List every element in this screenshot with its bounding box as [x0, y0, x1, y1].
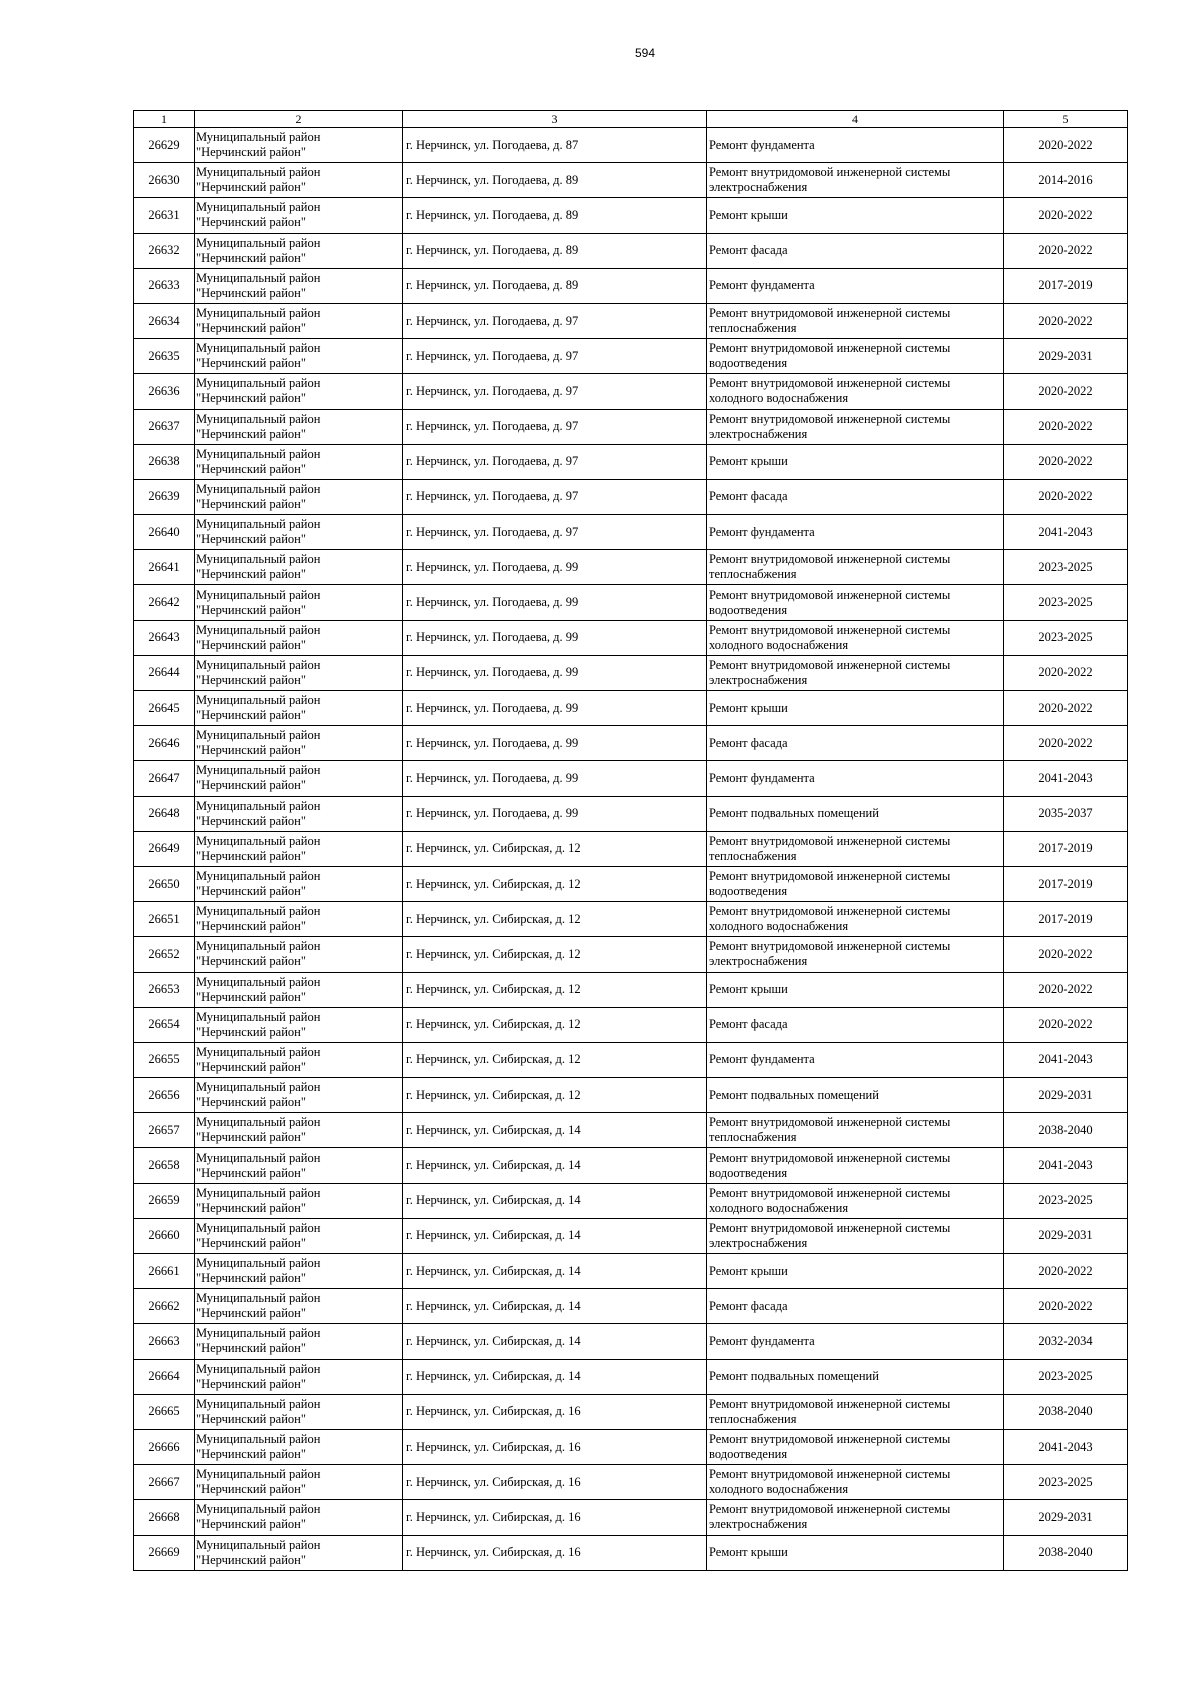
municipality-cell: Муниципальный район "Нерчинский район" — [195, 902, 403, 937]
row-number: 26631 — [134, 198, 195, 233]
municipality-cell: Муниципальный район "Нерчинский район" — [195, 1289, 403, 1324]
period-cell: 2029-2031 — [1004, 1218, 1128, 1253]
address-cell: г. Нерчинск, ул. Сибирская, д. 14 — [403, 1359, 707, 1394]
row-number: 26643 — [134, 620, 195, 655]
municipality-cell: Муниципальный район "Нерчинский район" — [195, 1535, 403, 1570]
table-row — [134, 550, 1128, 585]
period-cell: 2020-2022 — [1004, 972, 1128, 1007]
address-cell: г. Нерчинск, ул. Сибирская, д. 14 — [403, 1324, 707, 1359]
work-type-cell: Ремонт фундамента — [707, 761, 1004, 796]
municipality-cell: Муниципальный район "Нерчинский район" — [195, 1007, 403, 1042]
table-row — [134, 1359, 1128, 1394]
municipality-cell: Муниципальный район "Нерчинский район" — [195, 268, 403, 303]
address-cell: г. Нерчинск, ул. Погодаева, д. 89 — [403, 268, 707, 303]
period-cell: 2029-2031 — [1004, 339, 1128, 374]
row-number: 26655 — [134, 1042, 195, 1077]
address-cell: г. Нерчинск, ул. Сибирская, д. 16 — [403, 1535, 707, 1570]
municipality-cell: Муниципальный район "Нерчинский район" — [195, 1113, 403, 1148]
period-cell: 2020-2022 — [1004, 409, 1128, 444]
row-number: 26665 — [134, 1394, 195, 1429]
row-number: 26657 — [134, 1113, 195, 1148]
table-row — [134, 268, 1128, 303]
table-row — [134, 937, 1128, 972]
address-cell: г. Нерчинск, ул. Сибирская, д. 12 — [403, 902, 707, 937]
row-number: 26636 — [134, 374, 195, 409]
period-cell: 2032-2034 — [1004, 1324, 1128, 1359]
municipality-cell: Муниципальный район "Нерчинский район" — [195, 761, 403, 796]
municipality-cell: Муниципальный район "Нерчинский район" — [195, 444, 403, 479]
table-row — [134, 128, 1128, 163]
work-type-cell: Ремонт внутридомовой инженерной системы холодного водоснабжения — [707, 620, 1004, 655]
row-number: 26649 — [134, 831, 195, 866]
repair-schedule-table — [133, 110, 1128, 1571]
work-type-cell: Ремонт фасада — [707, 1007, 1004, 1042]
table-row — [134, 1394, 1128, 1429]
municipality-cell: Муниципальный район "Нерчинский район" — [195, 339, 403, 374]
address-cell: г. Нерчинск, ул. Погодаева, д. 97 — [403, 409, 707, 444]
address-cell: г. Нерчинск, ул. Сибирская, д. 14 — [403, 1254, 707, 1289]
address-cell: г. Нерчинск, ул. Погодаева, д. 97 — [403, 303, 707, 338]
work-type-cell: Ремонт фундамента — [707, 515, 1004, 550]
work-type-cell: Ремонт крыши — [707, 198, 1004, 233]
work-type-cell: Ремонт внутридомовой инженерной системы электроснабжения — [707, 409, 1004, 444]
municipality-cell: Муниципальный район "Нерчинский район" — [195, 691, 403, 726]
work-type-cell: Ремонт крыши — [707, 1254, 1004, 1289]
row-number: 26645 — [134, 691, 195, 726]
column-header: 2 — [195, 111, 403, 128]
row-number: 26652 — [134, 937, 195, 972]
period-cell: 2041-2043 — [1004, 1148, 1128, 1183]
address-cell: г. Нерчинск, ул. Сибирская, д. 14 — [403, 1148, 707, 1183]
work-type-cell: Ремонт внутридомовой инженерной системы электроснабжения — [707, 1218, 1004, 1253]
address-cell: г. Нерчинск, ул. Погодаева, д. 99 — [403, 585, 707, 620]
table-row — [134, 726, 1128, 761]
work-type-cell: Ремонт подвальных помещений — [707, 796, 1004, 831]
table-row — [134, 198, 1128, 233]
municipality-cell: Муниципальный район "Нерчинский район" — [195, 796, 403, 831]
table-row — [134, 1465, 1128, 1500]
period-cell: 2038-2040 — [1004, 1113, 1128, 1148]
table-row — [134, 515, 1128, 550]
table-row — [134, 163, 1128, 198]
row-number: 26650 — [134, 866, 195, 901]
address-cell: г. Нерчинск, ул. Сибирская, д. 12 — [403, 866, 707, 901]
period-cell: 2029-2031 — [1004, 1078, 1128, 1113]
row-number: 26641 — [134, 550, 195, 585]
period-cell: 2017-2019 — [1004, 902, 1128, 937]
address-cell: г. Нерчинск, ул. Погодаева, д. 89 — [403, 198, 707, 233]
municipality-cell: Муниципальный район "Нерчинский район" — [195, 1218, 403, 1253]
period-cell: 2023-2025 — [1004, 585, 1128, 620]
period-cell: 2023-2025 — [1004, 1183, 1128, 1218]
period-cell: 2020-2022 — [1004, 233, 1128, 268]
municipality-cell: Муниципальный район "Нерчинский район" — [195, 1359, 403, 1394]
row-number: 26644 — [134, 655, 195, 690]
table-row — [134, 1254, 1128, 1289]
address-cell: г. Нерчинск, ул. Сибирская, д. 12 — [403, 1042, 707, 1077]
table-header — [134, 111, 1128, 128]
period-cell: 2017-2019 — [1004, 866, 1128, 901]
table-row — [134, 233, 1128, 268]
table-row — [134, 691, 1128, 726]
table-row — [134, 972, 1128, 1007]
table-row — [134, 479, 1128, 514]
row-number: 26629 — [134, 128, 195, 163]
work-type-cell: Ремонт внутридомовой инженерной системы электроснабжения — [707, 937, 1004, 972]
period-cell: 2020-2022 — [1004, 691, 1128, 726]
table-row — [134, 409, 1128, 444]
period-cell: 2020-2022 — [1004, 1007, 1128, 1042]
period-cell: 2020-2022 — [1004, 479, 1128, 514]
municipality-cell: Муниципальный район "Нерчинский район" — [195, 233, 403, 268]
municipality-cell: Муниципальный район "Нерчинский район" — [195, 1324, 403, 1359]
municipality-cell: Муниципальный район "Нерчинский район" — [195, 303, 403, 338]
work-type-cell: Ремонт внутридомовой инженерной системы водоотведения — [707, 339, 1004, 374]
municipality-cell: Муниципальный район "Нерчинский район" — [195, 479, 403, 514]
period-cell: 2023-2025 — [1004, 620, 1128, 655]
column-header: 3 — [403, 111, 707, 128]
period-cell: 2020-2022 — [1004, 655, 1128, 690]
municipality-cell: Муниципальный район "Нерчинский район" — [195, 198, 403, 233]
municipality-cell: Муниципальный район "Нерчинский район" — [195, 409, 403, 444]
period-cell: 2020-2022 — [1004, 1254, 1128, 1289]
address-cell: г. Нерчинск, ул. Погодаева, д. 97 — [403, 444, 707, 479]
municipality-cell: Муниципальный район "Нерчинский район" — [195, 1078, 403, 1113]
municipality-cell: Муниципальный район "Нерчинский район" — [195, 1148, 403, 1183]
period-cell: 2041-2043 — [1004, 1042, 1128, 1077]
municipality-cell: Муниципальный район "Нерчинский район" — [195, 128, 403, 163]
work-type-cell: Ремонт крыши — [707, 972, 1004, 1007]
work-type-cell: Ремонт фундамента — [707, 128, 1004, 163]
municipality-cell: Муниципальный район "Нерчинский район" — [195, 585, 403, 620]
row-number: 26653 — [134, 972, 195, 1007]
table-row — [134, 1324, 1128, 1359]
table-row — [134, 866, 1128, 901]
table-row — [134, 1289, 1128, 1324]
table-row — [134, 1078, 1128, 1113]
address-cell: г. Нерчинск, ул. Погодаева, д. 97 — [403, 339, 707, 374]
table-row — [134, 1500, 1128, 1535]
municipality-cell: Муниципальный район "Нерчинский район" — [195, 1254, 403, 1289]
row-number: 26658 — [134, 1148, 195, 1183]
address-cell: г. Нерчинск, ул. Погодаева, д. 99 — [403, 620, 707, 655]
work-type-cell: Ремонт внутридомовой инженерной системы водоотведения — [707, 1148, 1004, 1183]
row-number: 26634 — [134, 303, 195, 338]
table-row — [134, 1113, 1128, 1148]
work-type-cell: Ремонт фундамента — [707, 1324, 1004, 1359]
address-cell: г. Нерчинск, ул. Погодаева, д. 89 — [403, 233, 707, 268]
table-row — [134, 1007, 1128, 1042]
period-cell: 2020-2022 — [1004, 726, 1128, 761]
row-number: 26663 — [134, 1324, 195, 1359]
period-cell: 2023-2025 — [1004, 550, 1128, 585]
column-header: 1 — [134, 111, 195, 128]
address-cell: г. Нерчинск, ул. Погодаева, д. 99 — [403, 796, 707, 831]
row-number: 26666 — [134, 1429, 195, 1464]
work-type-cell: Ремонт внутридомовой инженерной системы холодного водоснабжения — [707, 374, 1004, 409]
row-number: 26660 — [134, 1218, 195, 1253]
work-type-cell: Ремонт фасада — [707, 233, 1004, 268]
period-cell: 2014-2016 — [1004, 163, 1128, 198]
municipality-cell: Муниципальный район "Нерчинский район" — [195, 550, 403, 585]
municipality-cell: Муниципальный район "Нерчинский район" — [195, 726, 403, 761]
row-number: 26646 — [134, 726, 195, 761]
row-number: 26664 — [134, 1359, 195, 1394]
address-cell: г. Нерчинск, ул. Сибирская, д. 12 — [403, 972, 707, 1007]
table-row — [134, 1148, 1128, 1183]
address-cell: г. Нерчинск, ул. Сибирская, д. 14 — [403, 1218, 707, 1253]
row-number: 26639 — [134, 479, 195, 514]
row-number: 26635 — [134, 339, 195, 374]
work-type-cell: Ремонт фасада — [707, 726, 1004, 761]
work-type-cell: Ремонт крыши — [707, 444, 1004, 479]
address-cell: г. Нерчинск, ул. Сибирская, д. 14 — [403, 1289, 707, 1324]
table-row — [134, 761, 1128, 796]
municipality-cell: Муниципальный район "Нерчинский район" — [195, 374, 403, 409]
period-cell: 2023-2025 — [1004, 1465, 1128, 1500]
work-type-cell: Ремонт внутридомовой инженерной системы холодного водоснабжения — [707, 1465, 1004, 1500]
period-cell: 2038-2040 — [1004, 1394, 1128, 1429]
table-row — [134, 655, 1128, 690]
row-number: 26630 — [134, 163, 195, 198]
address-cell: г. Нерчинск, ул. Погодаева, д. 99 — [403, 726, 707, 761]
table-body — [134, 128, 1128, 1571]
page-number: 594 — [634, 46, 656, 60]
work-type-cell: Ремонт внутридомовой инженерной системы водоотведения — [707, 866, 1004, 901]
work-type-cell: Ремонт внутридомовой инженерной системы водоотведения — [707, 585, 1004, 620]
table-row — [134, 620, 1128, 655]
municipality-cell: Муниципальный район "Нерчинский район" — [195, 515, 403, 550]
period-cell: 2041-2043 — [1004, 515, 1128, 550]
row-number: 26669 — [134, 1535, 195, 1570]
row-number: 26640 — [134, 515, 195, 550]
address-cell: г. Нерчинск, ул. Погодаева, д. 99 — [403, 550, 707, 585]
work-type-cell: Ремонт фасада — [707, 479, 1004, 514]
period-cell: 2029-2031 — [1004, 1500, 1128, 1535]
table-row — [134, 444, 1128, 479]
row-number: 26638 — [134, 444, 195, 479]
work-type-cell: Ремонт внутридомовой инженерной системы холодного водоснабжения — [707, 1183, 1004, 1218]
column-header: 4 — [707, 111, 1004, 128]
municipality-cell: Муниципальный район "Нерчинский район" — [195, 620, 403, 655]
address-cell: г. Нерчинск, ул. Погодаева, д. 99 — [403, 691, 707, 726]
row-number: 26642 — [134, 585, 195, 620]
table-row — [134, 339, 1128, 374]
table-row — [134, 303, 1128, 338]
address-cell: г. Нерчинск, ул. Сибирская, д. 16 — [403, 1465, 707, 1500]
work-type-cell: Ремонт внутридомовой инженерной системы теплоснабжения — [707, 1394, 1004, 1429]
address-cell: г. Нерчинск, ул. Сибирская, д. 12 — [403, 831, 707, 866]
period-cell: 2035-2037 — [1004, 796, 1128, 831]
row-number: 26667 — [134, 1465, 195, 1500]
address-cell: г. Нерчинск, ул. Погодаева, д. 97 — [403, 374, 707, 409]
row-number: 26654 — [134, 1007, 195, 1042]
municipality-cell: Муниципальный район "Нерчинский район" — [195, 163, 403, 198]
municipality-cell: Муниципальный район "Нерчинский район" — [195, 972, 403, 1007]
municipality-cell: Муниципальный район "Нерчинский район" — [195, 1042, 403, 1077]
work-type-cell: Ремонт внутридомовой инженерной системы электроснабжения — [707, 655, 1004, 690]
address-cell: г. Нерчинск, ул. Сибирская, д. 12 — [403, 937, 707, 972]
address-cell: г. Нерчинск, ул. Погодаева, д. 97 — [403, 479, 707, 514]
period-cell: 2020-2022 — [1004, 303, 1128, 338]
work-type-cell: Ремонт фундамента — [707, 1042, 1004, 1077]
municipality-cell: Муниципальный район "Нерчинский район" — [195, 937, 403, 972]
address-cell: г. Нерчинск, ул. Погодаева, д. 99 — [403, 655, 707, 690]
period-cell: 2020-2022 — [1004, 374, 1128, 409]
work-type-cell: Ремонт внутридомовой инженерной системы теплоснабжения — [707, 303, 1004, 338]
work-type-cell: Ремонт фасада — [707, 1289, 1004, 1324]
address-cell: г. Нерчинск, ул. Погодаева, д. 97 — [403, 515, 707, 550]
row-number: 26637 — [134, 409, 195, 444]
work-type-cell: Ремонт крыши — [707, 1535, 1004, 1570]
address-cell: г. Нерчинск, ул. Сибирская, д. 14 — [403, 1183, 707, 1218]
table-row — [134, 1218, 1128, 1253]
table-row — [134, 1183, 1128, 1218]
period-cell: 2020-2022 — [1004, 128, 1128, 163]
table-row — [134, 374, 1128, 409]
period-cell: 2017-2019 — [1004, 268, 1128, 303]
work-type-cell: Ремонт внутридомовой инженерной системы теплоснабжения — [707, 1113, 1004, 1148]
work-type-cell: Ремонт фундамента — [707, 268, 1004, 303]
row-number: 26632 — [134, 233, 195, 268]
work-type-cell: Ремонт внутридомовой инженерной системы электроснабжения — [707, 1500, 1004, 1535]
work-type-cell: Ремонт крыши — [707, 691, 1004, 726]
period-cell: 2020-2022 — [1004, 444, 1128, 479]
address-cell: г. Нерчинск, ул. Сибирская, д. 16 — [403, 1429, 707, 1464]
municipality-cell: Муниципальный район "Нерчинский район" — [195, 1183, 403, 1218]
period-cell: 2041-2043 — [1004, 761, 1128, 796]
table-row — [134, 585, 1128, 620]
period-cell: 2020-2022 — [1004, 1289, 1128, 1324]
table-row — [134, 902, 1128, 937]
municipality-cell: Муниципальный район "Нерчинский район" — [195, 1394, 403, 1429]
address-cell: г. Нерчинск, ул. Погодаева, д. 87 — [403, 128, 707, 163]
address-cell: г. Нерчинск, ул. Сибирская, д. 12 — [403, 1078, 707, 1113]
municipality-cell: Муниципальный район "Нерчинский район" — [195, 866, 403, 901]
municipality-cell: Муниципальный район "Нерчинский район" — [195, 1500, 403, 1535]
address-cell: г. Нерчинск, ул. Сибирская, д. 16 — [403, 1500, 707, 1535]
row-number: 26659 — [134, 1183, 195, 1218]
work-type-cell: Ремонт внутридомовой инженерной системы теплоснабжения — [707, 831, 1004, 866]
period-cell: 2020-2022 — [1004, 937, 1128, 972]
table-row — [134, 1429, 1128, 1464]
row-number: 26651 — [134, 902, 195, 937]
work-type-cell: Ремонт подвальных помещений — [707, 1078, 1004, 1113]
municipality-cell: Муниципальный район "Нерчинский район" — [195, 1429, 403, 1464]
work-type-cell: Ремонт подвальных помещений — [707, 1359, 1004, 1394]
table-row — [134, 1042, 1128, 1077]
period-cell: 2038-2040 — [1004, 1535, 1128, 1570]
work-type-cell: Ремонт внутридомовой инженерной системы электроснабжения — [707, 163, 1004, 198]
address-cell: г. Нерчинск, ул. Сибирская, д. 14 — [403, 1113, 707, 1148]
address-cell: г. Нерчинск, ул. Сибирская, д. 12 — [403, 1007, 707, 1042]
period-cell: 2041-2043 — [1004, 1429, 1128, 1464]
municipality-cell: Муниципальный район "Нерчинский район" — [195, 831, 403, 866]
row-number: 26648 — [134, 796, 195, 831]
period-cell: 2023-2025 — [1004, 1359, 1128, 1394]
period-cell: 2017-2019 — [1004, 831, 1128, 866]
row-number: 26633 — [134, 268, 195, 303]
row-number: 26668 — [134, 1500, 195, 1535]
row-number: 26661 — [134, 1254, 195, 1289]
address-cell: г. Нерчинск, ул. Погодаева, д. 99 — [403, 761, 707, 796]
row-number: 26662 — [134, 1289, 195, 1324]
column-header: 5 — [1004, 111, 1128, 128]
header-row — [134, 111, 1128, 128]
work-type-cell: Ремонт внутридомовой инженерной системы теплоснабжения — [707, 550, 1004, 585]
table-row — [134, 831, 1128, 866]
table-row — [134, 796, 1128, 831]
work-type-cell: Ремонт внутридомовой инженерной системы холодного водоснабжения — [707, 902, 1004, 937]
row-number: 26647 — [134, 761, 195, 796]
table-row — [134, 1535, 1128, 1570]
period-cell: 2020-2022 — [1004, 198, 1128, 233]
municipality-cell: Муниципальный район "Нерчинский район" — [195, 1465, 403, 1500]
row-number: 26656 — [134, 1078, 195, 1113]
address-cell: г. Нерчинск, ул. Погодаева, д. 89 — [403, 163, 707, 198]
municipality-cell: Муниципальный район "Нерчинский район" — [195, 655, 403, 690]
address-cell: г. Нерчинск, ул. Сибирская, д. 16 — [403, 1394, 707, 1429]
work-type-cell: Ремонт внутридомовой инженерной системы водоотведения — [707, 1429, 1004, 1464]
